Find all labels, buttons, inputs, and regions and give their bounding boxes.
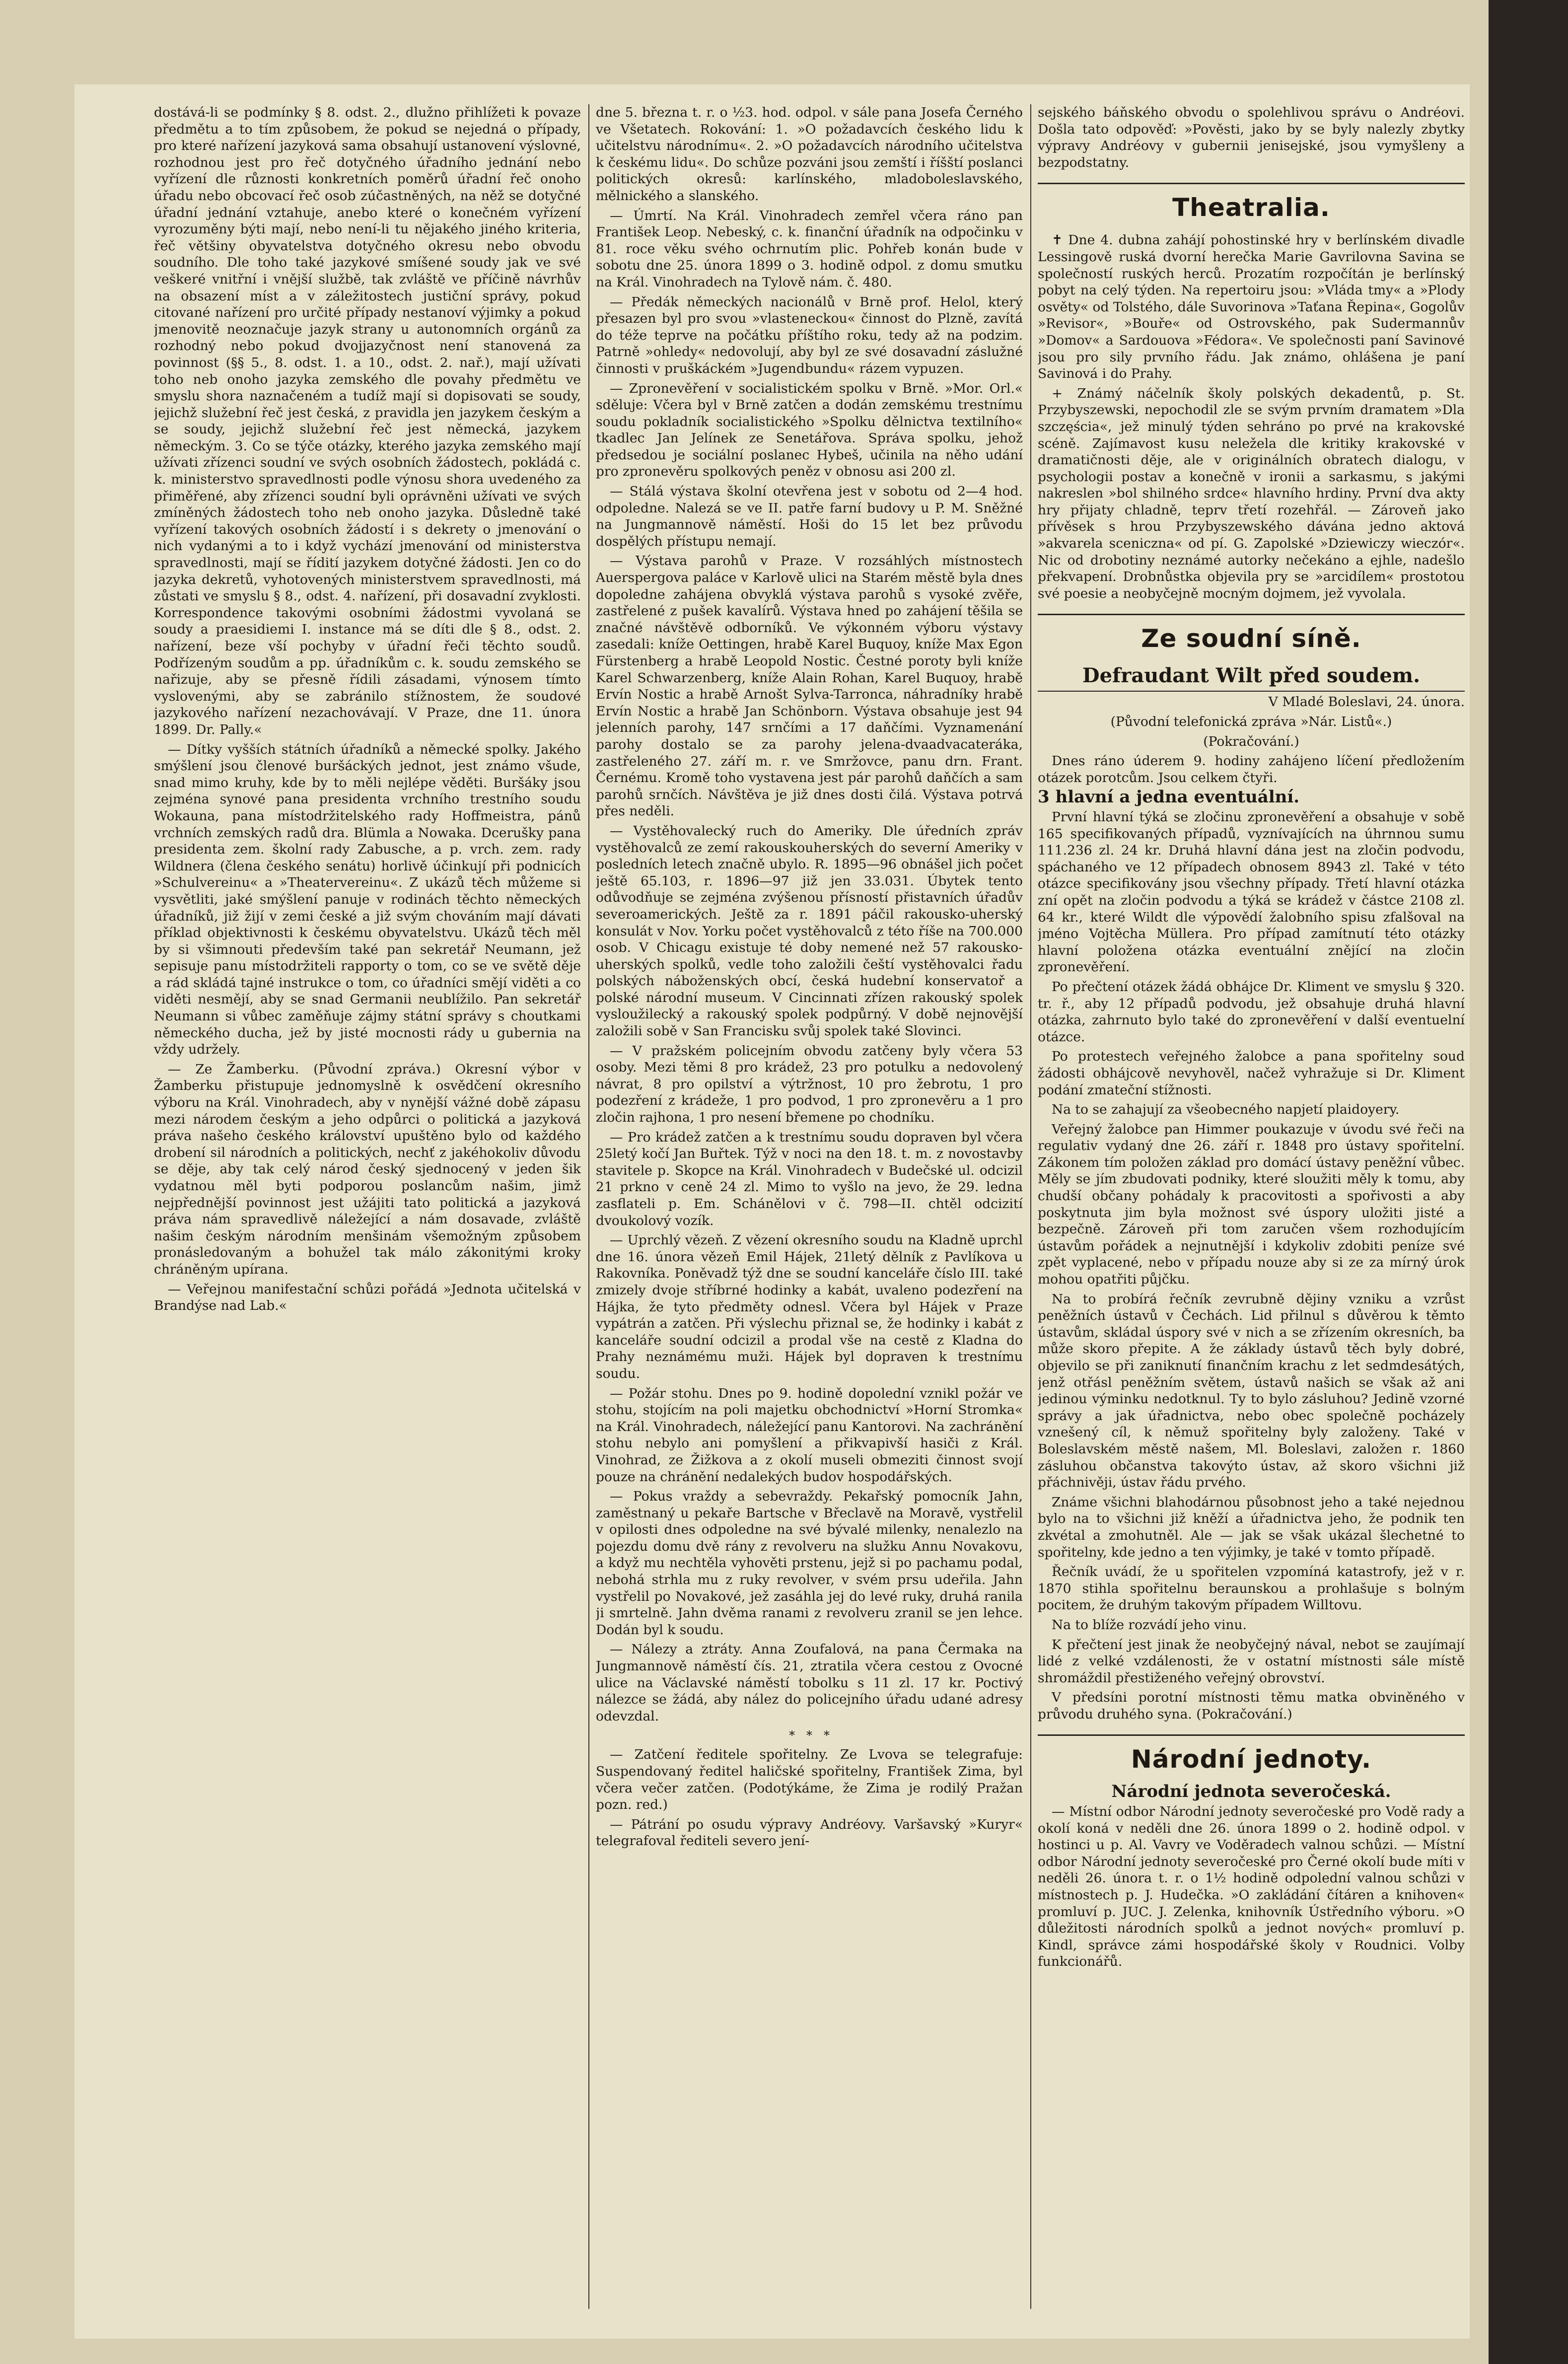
article-paragraph: — Pro krádež zatčen a k trestnímu soudu dopraven byl včera 25letý kočí Jan Buřtek. Týž v noci na den 18. t. m. z novostavby stavitele p. Skopce na Král. Vinohradech v Budečské ul. odcizil 21 prkno v ceně 24 zl. Mimo to vyšlo na jevo, že 29. ledna zasflateli p. Em. Schánělovi v č. 798—II. chtěl odcizití dvoukolový vozík.: [596, 1129, 1023, 1228]
article-paragraph: — Úmrtí. Na Král. Vinohradech zemřel včera ráno pan František Leop. Nebeský, c. k. finanční úřadník na odpočinku v 81. roce věku svého ochrnutím plic. Pohřeb konán bude v sobotu dne 25. února 1899 o 3. hodině odpol. z domu smutku na Král. Vinohradech na Tylově nám. č. 480.: [596, 208, 1023, 290]
separator-stars: * * *: [789, 1728, 830, 1743]
article-paragraph: — Nálezy a ztráty. Anna Zoufalová, na pana Čermaka na Jungmannově náměstí čís. 21, ztratila včera cestou z Ovocné ulice na Václavské náměstí tobolku s 11 zl. 17 kr. Poctivý nálezce se žádá, aby nález do policejního úřadu udané adresy odevzdal.: [596, 1642, 1023, 1724]
article-paragraph: — Uprchlý vězeň. Z vězení okresního soudu na Kladně uprchl dne 16. února vězeň Emil Hájek, 21letý dělník z Pavlíkova u Rakovníka. Poněvadž týž dne se soudní kanceláře číslo III. také zmizely dvoje stříbrné hodinky a kabát, uvaleno podezření na Hájka, že tyto předměty odnesl. Včera byl Hájek v Praze vypátrán a zatčen. Při výslechu přiznal se, že hodinky i kabát z kanceláře soudní odcizil a prodal vše na cestě z Kladna do Prahy neznámému muži. Hájek byl dopraven k trestnímu soudu.: [596, 1232, 1023, 1381]
article-paragraph: — Pátrání po osudu výpravy Andréovy. Varšavský »Kuryr« telegrafoval řediteli severo jení-: [596, 1816, 1023, 1849]
article-paragraph: — Zatčení ředitele spořitelny. Ze Lvova se telegrafuje: Suspendovaný ředitel haličské spořitelny, František Zima, byl včera večer zatčen. (Podotýkáme, že Zima je rodilý Pražan pozn. red.): [596, 1747, 1023, 1813]
article-paragraph: — V pražském policejním obvodu zatčeny byly včera 53 osoby. Mezi těmi 8 pro krádež, 23 pro potulku a nedovolený návrat, 8 pro opilství a výtržnost, 10 pro žebrotu, 1 pro podezření z krádeže, 1 pro podvod, 1 pro zpronevěru a 1 pro zločin rajhona, 1 pro nesení břemene po chodníku.: [596, 1043, 1023, 1126]
article-paragraph: dne 5. března t. r. o ½3. hod. odpol. v sále pana Josefa Černého ve Všetatech. Rokování: 1. »O požadavcích českého lidu k učitelstvu národnímu«. 2. »O požadavcích národního učitelstva k českému lidu«. Do schůze pozváni jsou zemští i říšští poslanci politických okresů: karlínského, mladoboleslavského, mělnického a slanského.: [596, 105, 1023, 204]
article-paragraph: Veřejný žalobce pan Himmer poukazuje v úvodu své řeči na regulativ vydaný dne 26. září r. 1848 pro ústavy spořitelní. Zákonem tím položen základ pro domácí ústavy peněžní vůbec. Měly se jím zbudovati podniky, které sloužiti měly k tomu, aby chudší občany pohádaly k pracovitosti a spořivosti a aby poskytnuta jim byla možnost své úspory uložiti jisté a bezpečně. Zároveň při tom zaručen všem rozhodujícím ústavům pořádek a nejnutnější i kdykoliv zdobiti peníze své zpět vyplacené, nebo v případu nouze aby si ze za mírný úrok mohou opatřiti půjčku.: [1038, 1121, 1465, 1288]
dateline: V Mladé Boleslavi, 24. února.: [1268, 694, 1465, 710]
article-paragraph: Na to probírá řečník zevrubně dějiny vzniku a vzrůst peněžních ústavů v Čechách. Lid přilnul s důvěrou k těmto ústavům, skládal úspory své v nich a se zřízením okresních, ba může skoro přepite. A že základy ústavů těch byly dobré, objevilo se při zaniknutí finančním krachu z let sedmdesátých, jenž otřásl peněžním světem, ústavů našich se však až ani jedinou výminku nedotknul. Ty to bylo zásluhou? Jedině vzorné správy a jak úřadnictva, nebo obec společně pocházely vznešený cíl, k němuž spořitelny byly založeny. Také v Boleslavském městě našem, Ml. Boleslavi, založen r. 1860 zásluhou občanstva takovýto ústav, až skoro všichni již přáchnivěji, ústav řádu prvého.: [1038, 1291, 1465, 1491]
section-title-theatre: Theatralia.: [1038, 183, 1465, 223]
continuation-note: (Pokračování.): [1203, 733, 1299, 749]
article-paragraph: — Pokus vraždy a sebevraždy. Pekařský pomocník Jahn, zaměstnaný u pekaře Bartsche v Břeclavě na Moravě, vystřelil v opilosti dnes odpoledne na své bývalé milenky, nenalezlo na pojezdu domu dvě rány z revolveru na služku Annu Novakovu, a když mu nechtěla vyhověti prstenu, jejž si po pachamu podal, nebohá strhla mu z ruky revolver, v svém prsu udeřila. Jahn vystřelil po Novakové, jež zasáhla jej do levé ruky, druhá ranila ji smrtelně. Jahn dvěma ranami z revolveru zranil se jen lehce. Dodán byl k soudu.: [596, 1489, 1023, 1638]
article-paragraph: — Požár stohu. Dnes po 9. hodině dopolední vznikl požár ve stohu, stojícím na poli majetku obchodnictví »Horní Stromka« na Král. Vinohradech, náležející panu Kantorovi. Na zachránění stohu nebylo ani pomyšlení a přikvapivší hasiči z Král. Vinohrad, ze Žižkova a z okolí museli obmeziti činnost svojí pouze na chránění nedalekých budov hospodářských.: [596, 1385, 1023, 1485]
article-paragraph: V předsíni porotní místnosti těmu matka obviněného v průvodu druhého syna. (Pokračování.): [1038, 1690, 1465, 1722]
article-paragraph: — Předák německých nacionálů v Brně prof. Helol, který přesazen byl pro svou »vlastenеckou« činnost do Plzně, zavítá do téže teprve na počátku příštího roku, tedy až na podzim. Patrně »ohledy« nedovolují, aby byl ze své dosavadní záslužné činnosti v pruškáckém »Jugendbundu« rázem vypuzen.: [596, 294, 1023, 376]
article-paragraph: — Ze Žamberku. (Původní zpráva.) Okresní výbor v Žamberku přistupuje jednomyslně k osvědčení okresního výboru na Král. Vinohradech, aby v nynější vážné době zápasu mezi národem českým a jeho odpůrci o politická a jazyková práva našeho českého království upuštěno bylo od každého drobení sil národních a politických, nechť z jakéhokoliv důvodu se děje, aby tak celý národ český sjednocený v jeden šik vydatnou měl byti podporou poslancům našim, jimž nejpřednější povinnost jest užájiti tato politická a jazyková práva nám spravedlivě náležející a nám dosavade, zvláště našim českým národním menšinám všemožným způsobem pronásledovaným a bohužel tak málo zákonitými kroky chráněným upírana.: [154, 1061, 581, 1277]
article-paragraph: Na to blíže rozvádí jeho vinu.: [1052, 1617, 1247, 1633]
section-title-court: Ze soudní síně.: [1038, 614, 1465, 654]
binding-edge: [1489, 0, 1568, 2364]
article-paragraph: Dnes ráno úderem 9. hodiny zahájeno líčení předložením otázek porotcům. Jsou celkem čtyři.: [1038, 753, 1465, 786]
section-title-national: Národní jednoty.: [1038, 1734, 1465, 1775]
section-subtitle: Národní jednota severočeská.: [1111, 1782, 1391, 1802]
article-paragraph: — Veřejnou manifestační schůzi pořádá »Jednota učitelská v Brandýse nad Lab.«: [154, 1281, 581, 1314]
article-paragraph: — Dítky vyšších státních úřadníků a německé spolky. Jakého smýšlení jsou členové buršáckých jednot, jest známo všude, snad mimo kruhy, kde by to měli nejlépe věděti. Buršáky jsou zejména synové pana presidenta vrchního trestního soudu Wokauna, pana místodržitelského rady Hoffmeistra, pánů vrchních zemských radů dra. Blümla a Nowaka. Dcerušky pana presidenta zem. školní rady Zabusche, a p. vrch. zem. rady Wildnera (člena českého senátu) horlivě účinkují při podnicích »Schulvereinu« a »Theatervereinu«. Z ukázů těch můžeme si vysvětliti, jaké smýšlení panuje v rodinách těchto německých úřadníků, již žijí v zemi české a již svým chováním mají dávati příklad objektivnosti k českému obyvatelstvu. Ukázů těch měl by si všimnouti především také pan sekretář Neumann, jež sepisuje panu místodržiteli rapporty o tom, co se ve světě děje a rád skládá tajné instrukce o tom, co úřadníci smějí viděti a co viděti nesmějí, aby se snad Germanii neublížilo. Pan sekretář Neumann si vůbec zaměňuje zájmy státní správy s choutkami německého ducha, jež by jisté mocnosti rády u guberniа na vždy udržely.: [154, 741, 581, 1058]
article-paragraph: Na to se zahajují za všeobecného napjetí plaidoyery.: [1052, 1102, 1400, 1118]
article-headline: Defraudant Wilt před soudem.: [1038, 664, 1465, 692]
source-note: (Původní telefonická zpráva »Nár. Listů«.): [1110, 714, 1392, 730]
column-3: [1038, 104, 1465, 2319]
article-paragraph: — Stálá výstava školní otevřena jest v sobotu od 2—4 hod. odpoledne. Nalezá se ve II. patře farní budovy u P. M. Sněžné na Jungmannově náměstí. Hoši do 15 let bez průvodu dospělých přístupu nemají.: [596, 484, 1023, 549]
article-paragraph: K přečtení jest jinak že neobyčejný nával, nebot se zaujímají lidé z velké vzdálenosti, že v ostatní místnosti sále místě shromáždil přestiženého veřejný obrovství.: [1038, 1637, 1465, 1686]
article-paragraph: sejského báňského obvodu o spolehlivou správu o Andréovi. Došla tato odpověď: »Pověsti, jako by se byly nalezly zbytky výpravy Andréovy v gubernii jenisejské, jsou vymyšleny a bezpodstatny.: [1038, 105, 1465, 170]
column-rule: [1030, 104, 1031, 2309]
article-paragraph: + Známý náčelník školy polských dekadentů, p. St. Przybyszewski, nepochodil zle se svým prvním dramatem »Dla szczęścia«, jež minulý týden sehráno po prvé na krakovské scéně. Zajímavost kusu neležela dle kritiky krakovské v dramatičnosti děje, ale v originálních obratech dialogu, v psychologii postav a konečně v ironii a sarkasmu, s jakými nakreslen »bol shilného srdce« hlavního hrdiny. První dva akty hry přijaty chladně, teprv třetí rozehřál. — Zároveň jako přívěsek s hrou Przybyszewského dávána jedno aktová »akvarela sceniczna« od pí. G. Zapolské »Dziewiczy wieczór«. Nic od drobotiny neznámé autorky nečekáno a ejhle, nadešlo překvapení. Drobnůstka objevila pry se »arcidílem« prostotou své poesie a neobyčejně mocným dojmem, jež vyvolala.: [1038, 385, 1465, 601]
column-rule: [588, 104, 589, 2309]
subheading: 3 hlavní a jedna eventuální.: [1038, 787, 1300, 807]
newspaper-page: [74, 84, 1470, 2339]
article-paragraph: Řečník uvádí, že u spořitelen vzpomíná katastrofy, jež v r. 1870 stihla spořitelnu beraunskou a prohlašuje s bolným pocitem, že druhým takovým případem Willtovu.: [1038, 1564, 1465, 1613]
article-paragraph: — Výstava parohů v Praze. V rozsáhlých místnostech Auerspergova paláce v Karlově ulici na Starém městě byla dnes dopoledne zahájena obvyklá výstava parohů s vysoké zvěře, zastřelené z pušek kavalírů. Výstava hned po zahájení těšila se značné návštěvě odborníků. Ve výkonném výboru výstavy zasedali: kníže Oettingen, hrabě Karel Buquoy, kníže Max Egon Fürstenberg a hrabě Leopold Nostic. Čestné poroty byli kníže Karel Schwarzenberg, kníže Alain Rohan, Karel Buquoy, hrabě Ervín Nostic a hrabě Arnošt Sylva-Tarronca, náhradníky hrabě Ervín Nostic a hrabě Jan Schönborn. Výstava obsahuje jest 94 jelenních parohy, 147 srnčími a 17 daňčími. Vyznamenání parohy dostalo se za parohy jelena-dvaadvacateráka, zastřeleného 27. září m. r. ve Smržovce, panu drn. Frant. Černému. Kromě toho vystavena jest pár parohů daňčích a sam parohů srnčích. Návštěva je již dnes dosti čilá. Výstava potrvá přes neděli.: [596, 553, 1023, 819]
article-paragraph: dostává-li se podmínky § 8. odst. 2., dlužno přihlížeti k povaze předmětu a to tím způsobem, že pokud se nejedná o případy, pro které nařízení jazyková sama obsahují ustanovení výslovné, rozhodnou jest pro řeč dotyčného úřadního jednání nebo vyřízení dle různosti konkretních poměrů úřadní řeč onoho úřadu nebo obcovací řeč osob zúčastněných, na něž se dotyčné úřadní jednání vztahuje, anebo které o konečném vyřízení vyrozuměny býti mají, nebo není-li tu nějakého jiného kriteria, řeč většiny obyvatelstva dotyčného okresu nebo obvodu soudního. Dle toho také jazykové smíšené soudy jak ve své veškeré vnitřní i vnější službě, tak zvláště ve příčině návrhův na obsazení míst a v záležitostech justiční správy, pokud citované nařízení pro určité případy nestanoví výjimky a pokud jmenovitě neoznačuje jazyk strany u autonomních orgánů za rozhodný nebo pokud dvojjazyčnost není stanovená za povinnost (§§ 5., 8. odst. 1. a 10., odst. 2. nař.), mají užívati toho neb onoho jazyka zemského dle povahy předmětu ve smyslu shora naznačeném a tudíž mají si dopisovati se soudy, jejichž služební řeč jest česká, z pravidla jen jazykem českým a se soudy, jejichž služební řeč jest německá, jazykem německým. 3. Co se týče otázky, kterého jazyka zemského mají užívati zřízenci soudní ve svých osobních žádostech, pokládá c. k. ministerstvo spravedlnosti podle výnosu shora uvedeného za přiměřené, aby zřízenci soudní byli oprávněni užívati ve svých zmíněných žádostech toho neb onoho jazyka. Důsledně také vyřízení takových osobních žádostí i s dekrety o jmenování o nich vydanými a to i když vychází jmenování od ministerstva spravedlnosti, mají se řídití jazykem dotyčné žádosti. Jen co do jazyka dekretů, vyhotovených ministerstvem spravedlnosti, má zůstati ve smyslu § 8., odst. 4. nařízení, při dosavadní zvyklosti. Korrespondence takovými osobními žádostmi vyvolaná se soudy a praesidiemi I. instance má se díti dle § 8., odst. 2. nařízení, beze vší pochyby v úřadní řeči těchto soudů. Podřízeným soudům a pp. úřadníkům c. k. soudu zemského se nařizuje, aby se přesně řídili zásadami, výnosem tímto vyslovenými, aby se zabránilo stížnostem, že soudové jazykového nařízení nezachovávají. V Praze, dne 11. února 1899. Dr. Pally.«: [154, 105, 581, 737]
column-2: [596, 104, 1023, 2319]
article-paragraph: — Místní odbor Národní jednoty severočeské pro Vodě rady a okolí koná v neděli dne 26. února 1899 o 2. hodině odpol. v hostinci u p. Al. Vavry ve Voděradech valnou schůzi. — Místní odbor Národní jednoty severočeské pro Černé okolí bude míti v neděli 26. února t. r. o 1½ hodině odpolední valnou schůzi v místnostech p. J. Hudečka. »O zakládání čítáren a knihoven« promluví p. JUC. J. Zelenka, knihovník Ústředního výboru. »O důležitosti národních spolků a jednot nových« promluví p. Kindl, správce zámi hospodářské školy v Roudnici. Volby funkcionářů.: [1038, 1804, 1465, 1970]
article-paragraph: Po protestech veřejného žalobce a pana spořitelny soud žádosti obhájcově nevyhověl, načež vyhražuje si Dr. Kliment podání zmateční stížnosti.: [1038, 1049, 1465, 1098]
column-1: [154, 104, 581, 2319]
article-paragraph: ✝ Dne 4. dubna zahájí pohostinské hry v berlínském divadle Lessingově ruská dvorní herečka Marie Gavrilovna Savina se společností ruských herců. Prozatím rozpočítán je berlínský pobyt na celý týden. Na repertoiru jsou: »Vláda tmy« a »Plody osvěty« od Tolstého, dále Suvorinova »Taťana Řepina«, Gogolův »Revisor«, »Bouře« od Ostrovského, pak Sudermannův »Domov« a Sardouova »Fédora«. Ve společnosti paní Savinové jsou pro sily prvního řádu. Jak známo, ohlášena je paní Savinová i do Prahy.: [1038, 232, 1465, 382]
article-paragraph: — Vystěhovalecký ruch do Ameriky. Dle úředních zpráv vystěhovalců ze zemí rakouskouherských do severní Ameriky v posledních letech značně ubylo. R. 1895—96 obnášel jich počet ještě 65.103, r. 1896—97 již jen 33.031. Úbytek tento odůvodňuje se zejména zvýšenou přísností přistavních úřadův severoamerických. Ještě za r. 1891 páčil rakousko-uherský konsulát v Nov. Yorku počet vystěhovalců z této říše na 700.000 osob. V Chicagu existuje té doby nemené než 57 rakousko-uherských spolků, vedle toho založili čeští vystěhovalci řadu polských náboženských obcí, česká hudební konservatoř a polské národní museum. V Cincinnati zřízen rakouský spolek vysloužilecký a rakouský spolek podpůrný. V době nejnovější založili sobě v San Francisku svůj spolek také Slovinci.: [596, 823, 1023, 1039]
article-paragraph: Známe všichni blahodárnou působnost jeho a také nejednou bylo na to všichni již kněží a úřadnictva jeho, že podnik ten zkvétal a zmohutněl. Ale — jak se však ukázal šlechetné to spořitelny, kde jedno a ten výjimky, je také v tomto případě.: [1038, 1494, 1465, 1560]
article-paragraph: První hlavní týká se zločinu zpronevěření a obsahuje v sobě 165 specifikovaných případů, vyznívajících na úhrnnou sumu 111.236 zl. 24 kr. Druhá hlavní dána jest na zločin podvodu, spáchaného ve 12 případech obnosem 8943 zl. Také v této otázce specifikovány jsou všechny případy. Třetí hlavní otázka zní opět na zločin podvodu a týká se krádež v částce 2108 zl. 64 kr., které Wildt dle výpovědí žalobního spisu zfalšoval na jméno Vojtěcha Müllera. Pro případ zamítnutí této otázky hlavní položena otázka eventuální znějící na zločin zpronevěření.: [1038, 809, 1465, 975]
article-paragraph: — Zpronevěření v socialistickém spolku v Brně. »Mor. Orl.« sděluje: Včera byl v Brně zatčen a dodán zemskému trestnímu soudu pokladník socialistického »Spolku dělnictva textilního« tkadlec Jan Jelínek ze Senetářova. Správa spolku, jehož předsedou je sociální poslanec Hybeš, učinila na něho udání pro zpronevěru spolkových peněz v obnosu asi 200 zl.: [596, 380, 1023, 480]
article-paragraph: Po přečtení otázek žádá obhájce Dr. Kliment ve smyslu § 320. tr. ř., aby 12 případů podvodu, jež obsahuje druhá hlavní otázka, zahrnuto bylo také do zpronevěření v další eventuelní otázce.: [1038, 979, 1465, 1045]
